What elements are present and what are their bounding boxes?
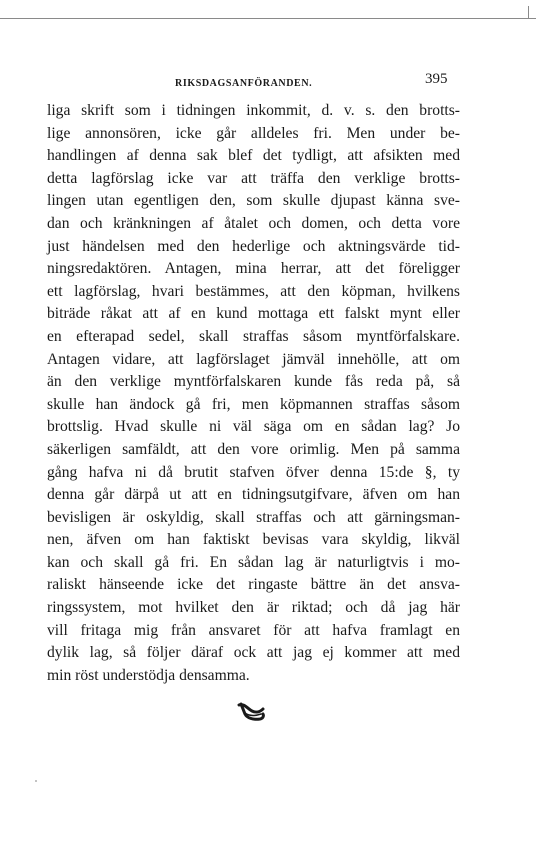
text-line: detta lagförslag icke var att träffa den verklige brotts- (47, 169, 460, 187)
fleuron-ornament-icon (236, 700, 266, 724)
text-line: nen, äfven om han faktiskt bevisas vara skyldig, likväl (47, 531, 460, 549)
text-line: raliskt hänseende icke det ringaste bättre än det ansva- (47, 576, 460, 594)
text-line-last: min röst understödja densamma. (47, 666, 250, 684)
text-line: denna går därpå ut att en tidningsutgifvare, äfven om han (47, 486, 460, 504)
page-number: 395 (425, 71, 448, 87)
text-line: en efterapad sedel, skall straffas såsom myntförfalskare. (47, 327, 460, 345)
text-line: dan och kränkningen af åtalet och domen, och detta vore (47, 214, 460, 232)
text-line: Antagen vidare, att lagförslaget jämväl innehölle, att om (47, 350, 460, 368)
text-line: brottslig. Hvad skulle ni väl säga om en sådan lag? Jo (47, 418, 460, 436)
text-line: ningsredaktören. Antagen, mina herrar, att det föreligger (47, 260, 460, 278)
text-line: lige annonsören, icke går alldeles fri. Men under be- (47, 124, 460, 142)
text-line: liga skrift som i tidningen inkommit, d. v. s. den brotts- (47, 102, 460, 119)
text-line: just händelsen med den hederlige och aktningsvärde tid- (47, 237, 460, 255)
text-line: än den verklige myntförfalskaren kunde fås reda på, så (47, 373, 460, 391)
text-line: skulle han ändock gå fri, men köpmannen straffas såsom (47, 395, 460, 413)
body-text (47, 100, 460, 687)
text-line: ett lagförslag, hvari bestämmes, att den köpman, hvilkens (47, 282, 460, 300)
text-line: säkerligen samfäldt, att den vore orimlig. Men på samma (47, 440, 460, 458)
text-line: biträde råkat att af en kund mottaga ett falskt mynt eller (47, 305, 460, 323)
top-border-tick (528, 6, 529, 18)
running-head: RIKSDAGSANFÖRANDEN. (175, 78, 313, 89)
text-line: gång hafva ni då brutit stafven öfver denna 15:de §, ty (47, 463, 460, 481)
top-border-rule (0, 18, 536, 19)
text-line: kan och skall gå fri. En sådan lag är naturligtvis i mo- (47, 553, 460, 571)
text-line: lingen utan egentligen den, som skulle djupast känna sve- (47, 192, 460, 210)
page-speck (35, 780, 37, 782)
text-line: vill fritaga mig från ansvaret för att hafva framlagt en (47, 621, 460, 639)
text-line: ringssystem, mot hvilket den är riktad; och då jag här (47, 599, 460, 617)
text-line: dylik lag, så följer däraf ock att jag ej kommer att med (47, 644, 460, 662)
text-line: handlingen af denna sak blef det tydligt, att afsikten med (47, 147, 460, 165)
text-line: bevisligen är oskyldig, skall straffas och att gärningsman- (47, 508, 460, 526)
